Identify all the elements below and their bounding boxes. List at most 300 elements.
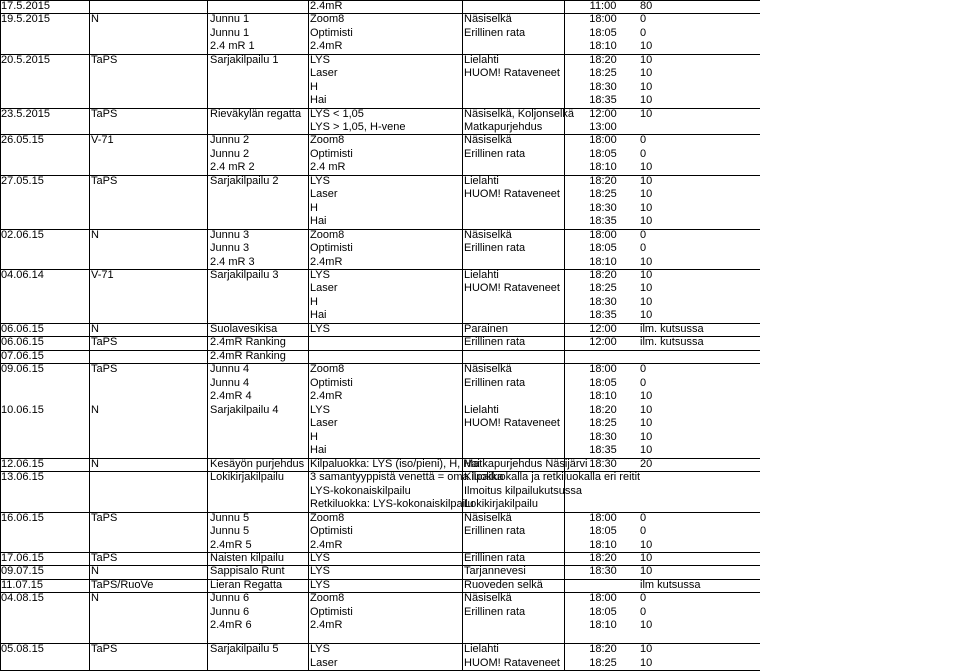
location-cell: Lielahti [464, 175, 499, 187]
time-cell: 18:35 [589, 309, 617, 321]
class-cell: Laser [310, 282, 338, 294]
club-cell [91, 188, 204, 201]
event-cell [210, 188, 306, 201]
club-cell: TaPS [91, 336, 118, 348]
location-cell: Erillinen rata [464, 552, 526, 564]
class-cell: 2.4mR [310, 40, 343, 52]
event-cell [210, 282, 306, 295]
event-cell [210, 630, 306, 643]
points-cell: 10 [640, 202, 653, 214]
location-cell: Erillinen rata [464, 606, 526, 618]
club-cell [91, 606, 204, 619]
club-cell [91, 81, 204, 94]
time-cell: 18:30 [589, 565, 617, 577]
club-cell [91, 657, 204, 670]
location-cell [464, 202, 564, 215]
class-cell: Optimisti [310, 377, 353, 389]
points-cell: ilm kutsussa [640, 579, 701, 591]
points-cell: 10 [640, 417, 653, 429]
date-cell [1, 390, 87, 403]
location-cell: HUOM! Rataveneet [464, 282, 560, 294]
points-cell: 10 [640, 643, 653, 655]
class-cell: 2.4mR [310, 619, 343, 631]
class-cell: Laser [310, 657, 338, 669]
club-cell [91, 431, 204, 444]
class-cell: Hai [310, 309, 327, 321]
date-cell [1, 94, 87, 107]
points-cell: 0 [640, 148, 647, 160]
event-cell: Suolavesikisa [210, 323, 278, 335]
date-cell: 26.05.15 [1, 134, 44, 146]
points-cell: ilm. kutsussa [640, 336, 704, 348]
points-cell: 10 [640, 539, 653, 551]
points-cell: 10 [640, 404, 653, 416]
time-cell: 11:00 [589, 0, 617, 12]
points-cell [640, 350, 730, 363]
time-cell: 13:00 [589, 121, 617, 133]
class-cell: Zoom8 [310, 134, 345, 146]
class-cell: LYS [310, 565, 330, 577]
class-cell: Zoom8 [310, 229, 345, 241]
event-cell: Junnu 5 [210, 525, 250, 537]
event-cell: Sarjakilpailu 5 [210, 643, 279, 655]
date-cell: 23.5.2015 [1, 108, 50, 120]
event-cell [210, 94, 306, 107]
location-cell: Näsiselkä [464, 512, 512, 524]
points-cell: 0 [640, 229, 647, 241]
class-cell: LYS [310, 552, 330, 564]
event-cell: 2.4mR 6 [210, 619, 252, 631]
event-cell [210, 296, 306, 309]
time-cell: 18:10 [589, 40, 617, 52]
time-cell: 18:05 [589, 242, 617, 254]
time-cell [566, 350, 640, 363]
event-cell: 2.4mR Ranking [210, 350, 286, 362]
date-cell [1, 485, 87, 498]
class-cell [310, 336, 460, 349]
time-cell [566, 498, 640, 511]
club-cell [91, 525, 204, 538]
points-cell: 0 [640, 592, 647, 604]
points-cell: 10 [640, 390, 653, 402]
date-cell [1, 431, 87, 444]
event-cell: Junnu 4 [210, 377, 250, 389]
time-cell: 18:25 [589, 188, 617, 200]
time-cell [566, 471, 640, 484]
date-cell [1, 148, 87, 161]
club-cell: TaPS/RuoVe [91, 579, 154, 591]
event-cell: Rieväkylän regatta [210, 108, 302, 120]
time-cell: 18:10 [589, 161, 617, 173]
location-cell: Lielahti [464, 643, 499, 655]
club-cell: N [91, 404, 99, 416]
points-cell: 20 [640, 458, 653, 470]
location-cell: Lielahti [464, 269, 499, 281]
location-cell [464, 81, 564, 94]
location-cell: Lielahti [464, 54, 499, 66]
points-cell [640, 630, 730, 643]
points-cell: 10 [640, 552, 653, 564]
club-cell [91, 390, 204, 403]
date-cell: 09.06.15 [1, 363, 44, 375]
points-cell: 0 [640, 13, 647, 25]
event-cell: Naisten kilpailu [210, 552, 284, 564]
location-cell: Erillinen rata [464, 242, 526, 254]
points-cell: 0 [640, 525, 647, 537]
club-cell: TaPS [91, 552, 118, 564]
club-cell: TaPS [91, 175, 118, 187]
club-cell [91, 67, 204, 80]
class-cell: H [310, 81, 318, 93]
date-cell [1, 498, 87, 511]
location-cell [464, 0, 564, 13]
points-cell [640, 498, 730, 511]
date-cell [1, 67, 87, 80]
club-cell: N [91, 323, 99, 335]
location-cell [464, 350, 564, 363]
date-cell [1, 202, 87, 215]
location-cell: Tarjannevesi [464, 565, 526, 577]
date-cell [1, 377, 87, 390]
time-cell: 18:30 [589, 202, 617, 214]
time-cell: 18:20 [589, 643, 617, 655]
club-cell [91, 417, 204, 430]
location-cell: Näsiselkä [464, 134, 512, 146]
location-cell: HUOM! Rataveneet [464, 188, 560, 200]
club-cell: TaPS [91, 363, 118, 375]
time-cell: 18:20 [589, 552, 617, 564]
club-cell [91, 202, 204, 215]
location-cell [464, 40, 564, 53]
club-cell [91, 94, 204, 107]
date-cell [1, 606, 87, 619]
event-cell: Sarjakilpailu 3 [210, 269, 279, 281]
time-cell: 18:25 [589, 657, 617, 669]
class-cell: LYS [310, 404, 330, 416]
location-cell: Matkapurjehdus [464, 121, 543, 133]
event-cell [210, 0, 306, 13]
class-cell: Hai [310, 215, 327, 227]
club-cell [91, 630, 204, 643]
club-cell [91, 296, 204, 309]
points-cell: 0 [640, 377, 647, 389]
event-cell [210, 485, 306, 498]
time-cell [566, 579, 640, 592]
date-cell [1, 444, 87, 457]
club-cell: TaPS [91, 108, 118, 120]
location-cell: HUOM! Rataveneet [464, 417, 560, 429]
time-cell [566, 630, 640, 643]
event-cell: Junnu 3 [210, 229, 250, 241]
points-cell: ilm. kutsussa [640, 323, 704, 335]
event-cell: Junnu 1 [210, 13, 250, 25]
time-cell: 18:00 [589, 512, 617, 524]
class-cell: LYS [310, 54, 330, 66]
points-cell: 0 [640, 134, 647, 146]
points-cell: 0 [640, 606, 647, 618]
class-cell: H [310, 296, 318, 308]
location-cell: Näsiselkä [464, 13, 512, 25]
club-cell [91, 215, 204, 228]
location-cell: Lielahti [464, 404, 499, 416]
location-cell [464, 539, 564, 552]
time-cell: 18:10 [589, 390, 617, 402]
time-cell: 12:00 [589, 323, 617, 335]
points-cell: 10 [640, 282, 653, 294]
location-cell: Kilpailuokalla ja retkiluokalla eri reitit [464, 471, 641, 483]
time-cell: 18:25 [589, 67, 617, 79]
points-cell: 0 [640, 363, 647, 375]
points-cell: 10 [640, 215, 653, 227]
event-cell: 2.4 mR 2 [210, 161, 255, 173]
club-cell: N [91, 13, 99, 25]
points-cell: 80 [640, 0, 653, 12]
class-cell: H [310, 202, 318, 214]
class-cell: LYS [310, 643, 330, 655]
event-cell: 2.4mR 4 [210, 390, 252, 402]
class-cell: Optimisti [310, 27, 353, 39]
class-cell [310, 350, 460, 363]
date-cell [1, 256, 87, 269]
club-cell [91, 539, 204, 552]
event-cell: Sappisalo Runt [210, 565, 285, 577]
date-cell [1, 282, 87, 295]
location-cell: Lokikirjakilpailu [464, 498, 538, 510]
class-cell: 2.4 mR [310, 161, 346, 173]
class-cell: Kilpaluokka: LYS (iso/pieni), H, Hai [310, 458, 480, 470]
class-cell: Optimisti [310, 148, 353, 160]
location-cell: Ilmoitus kilpailukutsussa [464, 485, 582, 497]
location-cell [464, 161, 564, 174]
club-cell [91, 471, 204, 484]
time-cell: 18:35 [589, 444, 617, 456]
points-cell: 10 [640, 188, 653, 200]
event-cell [210, 417, 306, 430]
date-cell: 06.06.15 [1, 336, 44, 348]
club-cell [91, 242, 204, 255]
event-cell: Junnu 2 [210, 148, 250, 160]
date-cell: 12.06.15 [1, 458, 44, 470]
class-cell: Zoom8 [310, 13, 345, 25]
location-cell: Näsiselkä [464, 592, 512, 604]
date-cell: 19.5.2015 [1, 13, 50, 25]
points-cell: 10 [640, 256, 653, 268]
date-cell [1, 296, 87, 309]
class-cell: Laser [310, 417, 338, 429]
location-cell: HUOM! Rataveneet [464, 67, 560, 79]
time-cell: 18:00 [589, 229, 617, 241]
time-cell: 18:00 [589, 592, 617, 604]
location-cell: Erillinen rata [464, 525, 526, 537]
date-cell [1, 630, 87, 643]
location-cell [464, 309, 564, 322]
event-cell: Junnu 5 [210, 512, 250, 524]
date-cell [1, 309, 87, 322]
class-cell: Zoom8 [310, 592, 345, 604]
class-cell: Laser [310, 188, 338, 200]
class-cell: Retkiluokka: LYS-kokonaiskilpailu [310, 498, 474, 510]
class-cell: 2.4mR [310, 390, 343, 402]
class-cell: 2.4mR [310, 256, 343, 268]
class-cell: Hai [310, 94, 327, 106]
date-cell: 02.06.15 [1, 229, 44, 241]
time-cell: 18:35 [589, 215, 617, 227]
class-cell: LYS [310, 269, 330, 281]
club-cell: TaPS [91, 643, 118, 655]
date-cell: 05.08.15 [1, 643, 44, 655]
date-cell: 20.5.2015 [1, 54, 50, 66]
location-cell: Näsiselkä [464, 229, 512, 241]
location-cell: Matkapurjehdus Näsijärvi [464, 458, 588, 470]
class-cell: Laser [310, 67, 338, 79]
date-cell [1, 242, 87, 255]
class-cell: LYS [310, 175, 330, 187]
event-cell: 2.4 mR 1 [210, 40, 255, 52]
date-cell: 17.06.15 [1, 552, 44, 564]
location-cell: Erillinen rata [464, 27, 526, 39]
time-cell: 12:00 [589, 336, 617, 348]
time-cell: 18:25 [589, 282, 617, 294]
points-cell: 10 [640, 54, 653, 66]
time-cell: 18:05 [589, 606, 617, 618]
points-cell: 10 [640, 81, 653, 93]
points-cell: 10 [640, 619, 653, 631]
points-cell [640, 471, 730, 484]
time-cell: 18:05 [589, 148, 617, 160]
points-cell: 10 [640, 108, 653, 120]
date-cell [1, 539, 87, 552]
time-cell: 18:10 [589, 539, 617, 551]
points-cell: 10 [640, 309, 653, 321]
club-cell: V-71 [91, 134, 114, 146]
date-cell: 27.05.15 [1, 175, 44, 187]
class-cell: LYS [310, 579, 330, 591]
event-cell [210, 431, 306, 444]
event-cell: Lokikirjakilpailu [210, 471, 284, 483]
location-cell [464, 256, 564, 269]
time-cell: 18:05 [589, 525, 617, 537]
location-cell: Parainen [464, 323, 509, 335]
time-cell: 18:05 [589, 377, 617, 389]
location-cell: HUOM! Rataveneet [464, 657, 560, 669]
club-cell [91, 498, 204, 511]
location-cell: Ruoveden selkä [464, 579, 543, 591]
club-cell [91, 350, 204, 363]
class-cell: LYS [310, 323, 330, 335]
event-cell: Junnu 6 [210, 592, 250, 604]
location-cell [464, 390, 564, 403]
club-cell [91, 27, 204, 40]
club-cell [91, 40, 204, 53]
event-cell [210, 215, 306, 228]
event-cell [210, 202, 306, 215]
date-cell: 04.06.14 [1, 269, 44, 281]
club-cell: N [91, 458, 99, 470]
club-cell: N [91, 592, 99, 604]
class-cell: Hai [310, 444, 327, 456]
club-cell [91, 444, 204, 457]
time-cell: 18:35 [589, 94, 617, 106]
time-cell: 18:10 [589, 619, 617, 631]
event-cell [210, 498, 306, 511]
event-cell: Sarjakilpailu 4 [210, 404, 279, 416]
event-cell: Junnu 6 [210, 606, 250, 618]
location-cell: Näsiselkä, Koljonselkä [464, 108, 575, 120]
time-cell: 18:30 [589, 81, 617, 93]
club-cell [91, 282, 204, 295]
date-cell: 16.06.15 [1, 512, 44, 524]
location-cell [464, 431, 564, 444]
location-cell [464, 444, 564, 457]
class-cell: LYS < 1,05 [310, 108, 364, 120]
time-cell: 18:00 [589, 363, 617, 375]
location-cell [464, 296, 564, 309]
date-cell [1, 81, 87, 94]
event-cell [210, 309, 306, 322]
class-cell [310, 630, 460, 643]
date-cell [1, 121, 87, 134]
time-cell: 18:20 [589, 269, 617, 281]
time-cell: 18:30 [589, 296, 617, 308]
points-cell: 0 [640, 27, 647, 39]
club-cell [91, 377, 204, 390]
location-cell: Erillinen rata [464, 148, 526, 160]
points-cell [640, 121, 730, 134]
event-cell: Sarjakilpailu 2 [210, 175, 279, 187]
event-cell: 2.4mR Ranking [210, 336, 286, 348]
time-cell: 18:00 [589, 13, 617, 25]
date-cell: 10.06.15 [1, 404, 44, 416]
time-cell: 18:20 [589, 404, 617, 416]
time-cell: 18:25 [589, 417, 617, 429]
club-cell: TaPS [91, 512, 118, 524]
date-cell [1, 417, 87, 430]
club-cell [91, 485, 204, 498]
time-cell: 18:00 [589, 134, 617, 146]
event-cell: Kesäyön purjehdus [210, 458, 305, 470]
time-cell: 18:05 [589, 27, 617, 39]
location-cell: Erillinen rata [464, 336, 526, 348]
event-cell [210, 67, 306, 80]
time-cell [566, 485, 640, 498]
club-cell [91, 161, 204, 174]
class-cell: Zoom8 [310, 512, 345, 524]
points-cell: 10 [640, 40, 653, 52]
points-cell: 10 [640, 444, 653, 456]
location-cell [464, 94, 564, 107]
event-cell: Junnu 2 [210, 134, 250, 146]
points-cell: 10 [640, 565, 653, 577]
location-cell: Näsiselkä [464, 363, 512, 375]
class-cell: Optimisti [310, 525, 353, 537]
location-cell [464, 630, 564, 643]
date-cell [1, 525, 87, 538]
club-cell: V-71 [91, 269, 114, 281]
date-cell: 13.06.15 [1, 471, 44, 483]
date-cell: 17.5.2015 [1, 0, 50, 12]
date-cell [1, 161, 87, 174]
event-cell: Sarjakilpailu 1 [210, 54, 279, 66]
club-cell [91, 309, 204, 322]
points-cell: 10 [640, 657, 653, 669]
event-cell [210, 81, 306, 94]
points-cell: 10 [640, 67, 653, 79]
class-cell: Optimisti [310, 606, 353, 618]
date-cell: 04.08.15 [1, 592, 44, 604]
event-cell: 2.4 mR 3 [210, 256, 255, 268]
club-cell [91, 121, 204, 134]
points-cell: 0 [640, 242, 647, 254]
